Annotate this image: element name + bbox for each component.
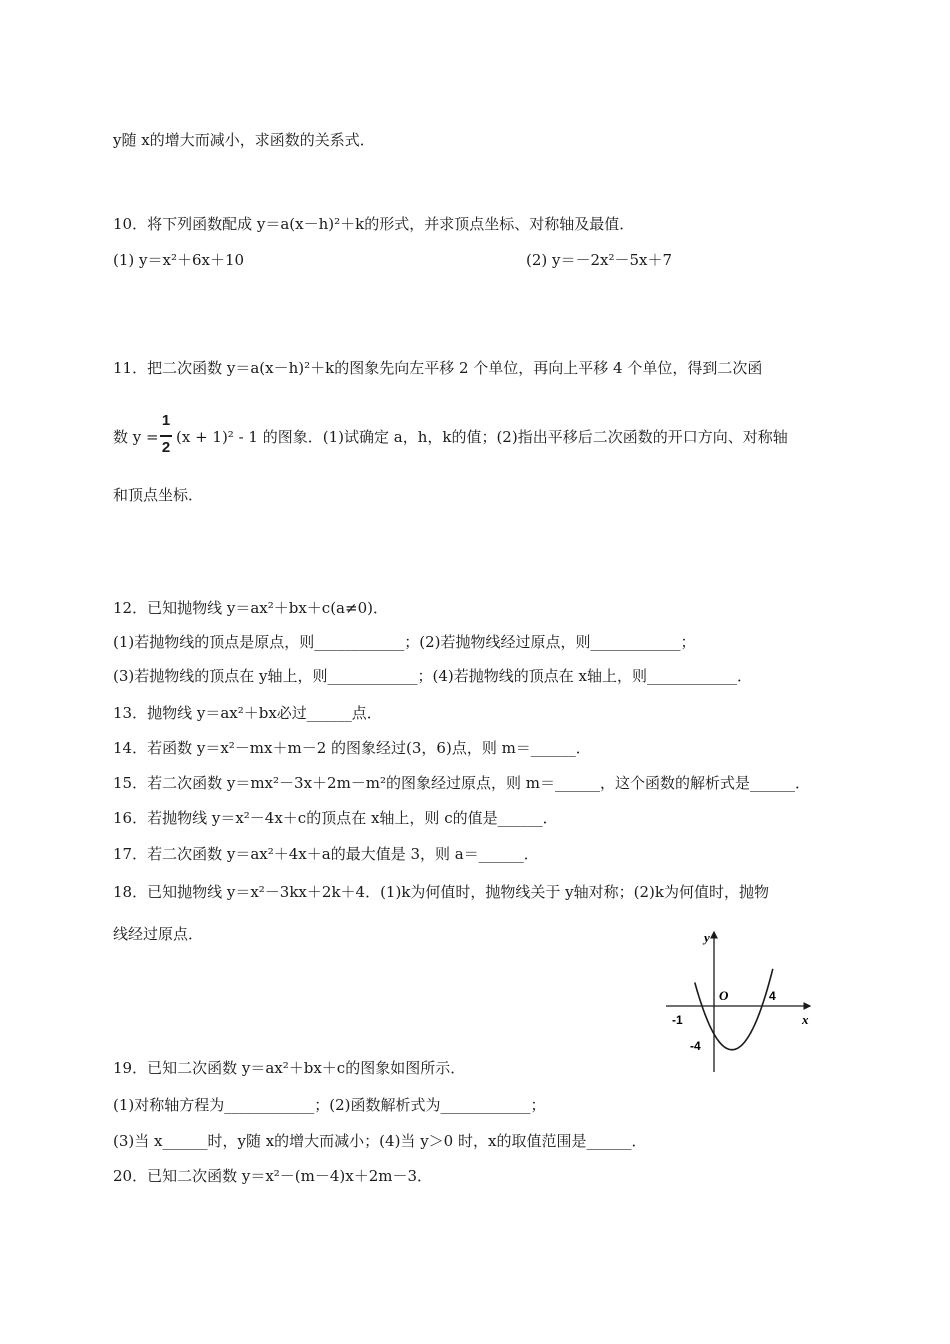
fraction-bar [160, 435, 172, 437]
question-15: 15．若二次函数 y＝mx²－3x＋2m－m²的图象经过原点，则 m＝______，这个函数的解析式是______． [113, 774, 811, 792]
root-right-label: 4 [769, 989, 776, 1003]
fraction-denominator: 2 [161, 439, 171, 456]
fraction-numerator: 1 [161, 412, 171, 429]
question-10-part-2: (2) y＝－2x²－5x＋7 [526, 251, 673, 269]
question-19-row-2: (3)当 x______时，y随 x的增大而减小；(4)当 y＞0 时，x的取值范围是______． [113, 1132, 647, 1150]
parabola-graph [630, 918, 830, 1078]
root-left-label: -1 [672, 1013, 683, 1027]
origin-label: O [719, 988, 729, 1003]
fraction [160, 412, 172, 462]
question-16: 16．若抛物线 y＝x²－4x＋c的顶点在 x轴上，则 c的值是______． [113, 809, 558, 827]
question-11-cont-b: (x + 1)² - 1 的图象．(1)试确定 a，h，k的值；(2)指出平移后二次函数的开口方向、对称轴 [176, 428, 788, 446]
text-line: y随 x的增大而减小，求函数的关系式． [113, 131, 375, 149]
question-12-row-2: (3)若抛物线的顶点在 y轴上，则____________；(4)若抛物线的顶点在 x轴上，则____________． [113, 667, 752, 685]
question-18: 18．已知抛物线 y＝x²－3kx＋2k＋4．(1)k为何值时，抛物线关于 y轴对称；(2)k为何值时，抛物 [113, 883, 769, 901]
question-10: 10．将下列函数配成 y＝a(x－h)²＋k的形式，并求顶点坐标、对称轴及最值． [113, 215, 635, 233]
parabola-curve [695, 969, 773, 1050]
y-axis-label: y [704, 930, 710, 945]
question-11-cont-c: 和顶点坐标． [113, 486, 204, 504]
question-11-cont-a: 数 y = [113, 428, 159, 446]
x-axis-label: x [802, 1012, 809, 1027]
question-20: 20．已知二次函数 y＝x²－(m－4)x＋2m－3． [113, 1167, 433, 1185]
question-19: 19．已知二次函数 y＝ax²＋bx＋c的图象如图所示． [113, 1059, 466, 1077]
y-intercept-label: -4 [690, 1039, 701, 1053]
question-10-part-1: (1) y＝x²＋6x＋10 [113, 251, 245, 269]
question-17: 17．若二次函数 y＝ax²＋4x＋a的最大值是 3，则 a＝______． [113, 845, 539, 863]
question-19-row-1: (1)对称轴方程为____________；(2)函数解析式为____________； [113, 1096, 546, 1114]
question-11: 11．把二次函数 y＝a(x－h)²＋k的图象先向左平移 2 个单位，再向上平移 4 个单位，得到二次函 [113, 359, 763, 377]
question-13: 13．抛物线 y＝ax²＋bx必过______点． [113, 704, 382, 722]
question-18-cont: 线经过原点． [113, 925, 204, 943]
question-12: 12．已知抛物线 y＝ax²＋bx＋c(a≠0)． [113, 599, 388, 617]
question-12-row-1: (1)若抛物线的顶点是原点，则____________；(2)若抛物线经过原点，则____________； [113, 633, 696, 651]
question-14: 14．若函数 y＝x²－mx＋m－2 的图象经过(3，6)点，则 m＝______． [113, 739, 591, 757]
